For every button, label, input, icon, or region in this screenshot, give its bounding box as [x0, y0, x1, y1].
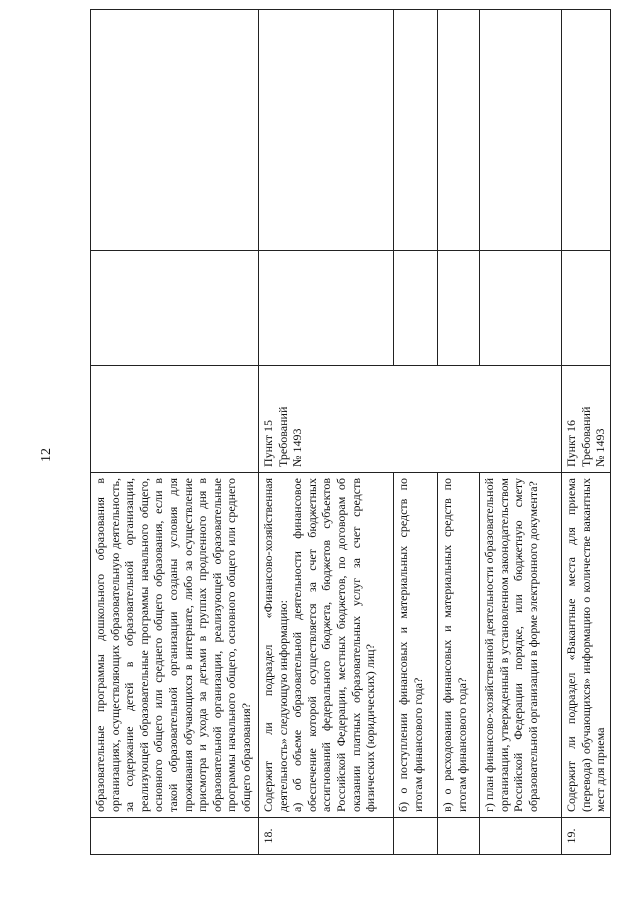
row-number	[438, 818, 480, 855]
table-row	[259, 10, 394, 855]
question-cell: г) план финансово-хозяйственной деятельности образовательной организации, утвержденный в установленном законодательством Российской Федерации порядке, или бюджетную смету образовательной организации в форме электронного документа?	[480, 473, 562, 818]
question-cell: в) о расходовании финансовых и материальных средств по итогам финансового года?	[438, 473, 480, 818]
row-number: 19.	[562, 818, 611, 855]
note-cell	[562, 10, 611, 251]
page-number: 12	[39, 448, 54, 462]
question-cell: Содержит ли подраздел «Финансово-хозяйственная деятельность» следующую информацию: а) об объеме образовательной деятельности финансовое обеспечение которой осуществляется за счет бюджетных ассигнований федерального бюджета, бюджетов субъектов Российской Федерации, местных бюджетов, по договорам об оказании платных образовательных услуг за счет средств физических (юридических) лиц?	[259, 473, 394, 818]
basis-line: № 1493	[290, 428, 305, 467]
requirements-table	[90, 9, 611, 855]
question-cell: б) о поступлении финансовых и материальных средств по итогам финансового года?	[394, 473, 438, 818]
table-row	[562, 10, 611, 855]
table-row	[91, 10, 259, 855]
row-number	[480, 818, 562, 855]
question-cell: образовательные программы дошкольного образования в организациях, осуществляющих образовательную деятельность, за содержание детей в образовательной организации, реализующей образовательные программы начального общего, основного общего или среднего общего образования, если в такой образовательной организации созданы условия для проживания обучающихся в интернате, либо за осуществление присмотра и ухода за детьми в группах продленного дня в образовательной организации, реализующей образовательные программы начального общего, основного общего или среднего общего образования?	[91, 473, 259, 818]
row-number	[91, 818, 259, 855]
basis-line: Пункт 15 Требований	[261, 406, 290, 467]
basis-line: Пункт 16 Требований	[564, 406, 593, 467]
answer-cell	[259, 251, 394, 366]
answer-cell	[394, 251, 438, 366]
basis-cell	[562, 366, 611, 473]
basis-cell	[259, 366, 562, 473]
basis-cell	[91, 366, 259, 473]
checklist-sheet	[90, 65, 608, 855]
basis-line: № 1493	[593, 428, 608, 467]
question-cell: Содержит ли подраздел «Вакантные места для приема (перевода) обучающихся» информацию о количестве вакантных мест для приема	[562, 473, 611, 818]
answer-cell	[480, 251, 562, 366]
row-number: 18.	[259, 818, 394, 855]
note-cell	[394, 10, 438, 251]
answer-cell	[91, 251, 259, 366]
answer-cell	[562, 251, 611, 366]
row-number	[394, 818, 438, 855]
note-cell	[91, 10, 259, 251]
note-cell	[259, 10, 394, 251]
note-cell	[480, 10, 562, 251]
note-cell	[438, 10, 480, 251]
answer-cell	[438, 251, 480, 366]
